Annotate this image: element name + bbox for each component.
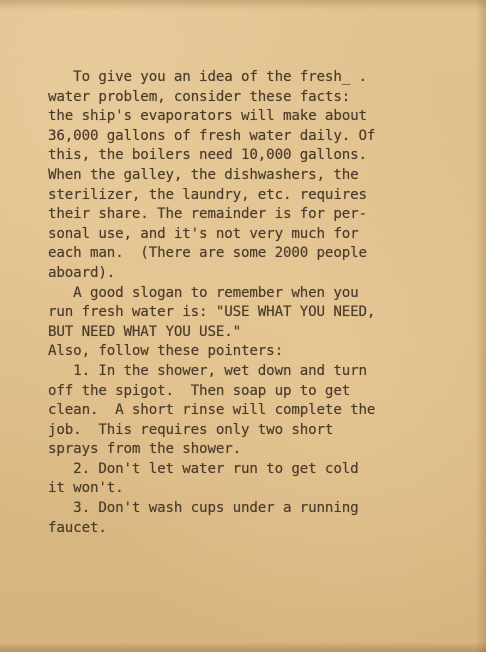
paper-edge-bottom <box>0 642 486 652</box>
text-line: BUT NEED WHAT YOU USE." <box>48 323 242 340</box>
text-line: sprays from the shower. <box>48 441 242 458</box>
text-line: 1. In the shower, wet down and turn <box>48 362 367 379</box>
text-line: off the spigot. Then soap up to get <box>48 382 351 399</box>
text-line: their share. The remainder is for per- <box>48 206 367 223</box>
text-line: aboard). <box>48 264 116 281</box>
text-line: run fresh water is: "USE WHAT YOU NEED, <box>48 304 376 321</box>
text-line: job. This requires only two short <box>48 421 334 438</box>
text-line: 3. Don't wash cups under a running <box>48 500 359 517</box>
text-line: faucet. <box>48 519 107 536</box>
text-line: each man. (There are some 2000 people <box>48 245 367 262</box>
text-line: clean. A short rinse will complete the <box>48 402 376 419</box>
text-line: it won't. <box>48 480 124 497</box>
paper-edge-top <box>0 0 486 10</box>
text-line: this, the boilers need 10,000 gallons. <box>48 147 367 164</box>
text-line: the ship's evaporators will make about <box>48 108 367 125</box>
text-line: To give you an idea of the fresh_ . <box>48 69 367 85</box>
text-line: A good slogan to remember when you <box>48 284 359 301</box>
text-line: 36,000 gallons of fresh water daily. Of <box>48 127 376 144</box>
text-line: 2. Don't let water run to get cold <box>48 460 359 477</box>
text-line: Also, follow these pointers: <box>48 343 283 360</box>
text-line: water problem, consider these facts: <box>48 88 351 105</box>
text-line: sonal use, and it's not very much for <box>48 225 359 242</box>
text-line: sterilizer, the laundry, etc. requires <box>48 186 367 203</box>
typewritten-text <box>48 68 486 538</box>
text-line: When the galley, the dishwashers, the <box>48 166 359 183</box>
